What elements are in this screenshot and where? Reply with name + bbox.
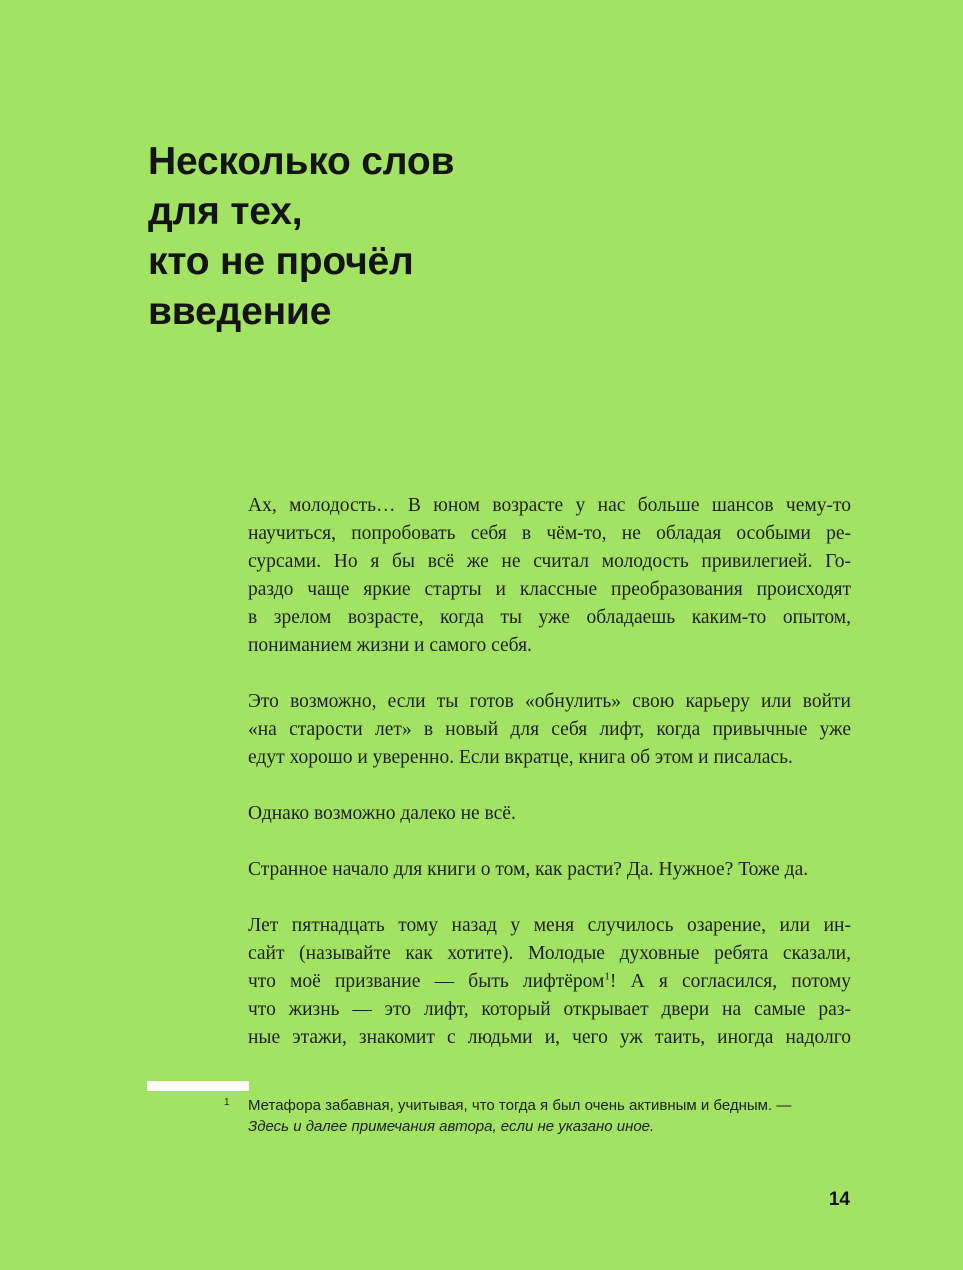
text-line: Лет пятнадцать тому назад у меня случилось озарение, или ин- [248,915,851,936]
text-fragment: ! А я согласился, потому [609,971,851,992]
text-line: едут хорошо и уверенно. Если вкратце, книга об этом и писалась. [248,747,793,768]
footnote-rule [147,1081,249,1091]
chapter-title-line: Несколько слов [148,140,455,183]
text-line: научиться, попробовать себя в чём-то, не обладая особыми ре- [248,523,851,544]
text-line: Однако возможно далеко не всё. [248,803,516,824]
text-line: что жизнь — это лифт, который открывает двери на самые раз- [248,999,851,1020]
footnote-line: Метафора забавная, учитывая, что тогда я был очень активным и бедным. — [248,1097,792,1114]
text-fragment: что моё призвание — быть лифтёром [248,971,605,992]
footnote-text [248,1095,858,1137]
paragraph-3 [248,800,851,828]
chapter-title [148,137,668,337]
text-line: в зрелом возрасте, когда ты уже обладаешь каким-то опытом, [248,607,851,628]
text-line: «на старости лет» в новый для себя лифт, когда привычные уже [248,719,851,740]
text-line: пониманием жизни и самого себя. [248,635,532,656]
paragraph-2 [248,688,851,772]
text-line: Ах, молодость… В юном возрасте у нас больше шансов чему-то [248,495,851,516]
text-line: сурсами. Но я бы всё же не считал молодость привилегией. Го- [248,551,851,572]
text-line: Это возможно, если ты готов «обнулить» свою карьеру или войти [248,691,851,712]
footnote-reference[interactable]: 1 [604,970,610,983]
body-text [248,492,851,1080]
paragraph-4 [248,856,851,884]
text-line: раздо чаще яркие старты и классные преобразования происходят [248,579,851,600]
text-line: ные этажи, знакомит с людьми и, чего уж таить, иногда надолго [248,1027,851,1048]
text-line-with-footnote [248,968,851,996]
chapter-title-line: для тех, [148,190,303,233]
paragraph-1 [248,492,851,660]
text-line: сайт (называйте как хотите). Молодые духовные ребята сказали, [248,943,851,964]
paragraph-5 [248,912,851,1052]
footnote-line-italic: Здесь и далее примечания автора, если не указано иное. [248,1118,655,1135]
page-number: 14 [828,1189,850,1210]
text-line: Странное начало для книги о том, как расти? Да. Нужное? Тоже да. [248,859,809,880]
footnote-number: 1 [224,1097,230,1108]
chapter-title-line: введение [148,290,332,333]
chapter-title-line: кто не прочёл [148,240,414,283]
